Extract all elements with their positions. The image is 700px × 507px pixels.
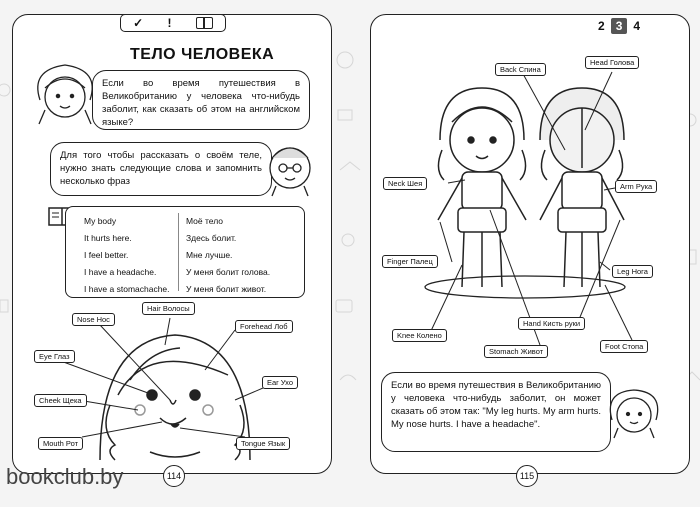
label-knee: Knee Колено (392, 329, 447, 342)
girl-small-avatar-icon (610, 390, 657, 438)
site-watermark: bookclub.by (6, 464, 124, 489)
phrase-en: It hurts here. (84, 233, 132, 243)
label-finger: Finger Палец (382, 255, 438, 268)
tab-4: 4 (633, 19, 641, 33)
girl-front-illustration (438, 88, 526, 287)
label-stomach: Stomach Живот (484, 345, 548, 358)
label-forehead: Forehead Лоб (235, 320, 293, 333)
label-back: Back Спина (495, 63, 546, 76)
exclamation-icon: ! (167, 16, 172, 30)
tab-3-active: 3 (611, 18, 628, 34)
label-neck: Neck Шея (383, 177, 427, 190)
label-mouth: Mouth Рот (38, 437, 83, 450)
label-arm: Arm Рука (615, 180, 657, 193)
label-tongue: Tongue Язык (236, 437, 290, 450)
label-nose: Nose Нос (72, 313, 115, 326)
section-tabs (598, 18, 640, 34)
boy-avatar-icon (270, 148, 310, 196)
phrase-en: My body (84, 216, 117, 226)
phrase-en: I have a headache. (84, 267, 157, 277)
phrase-ru: Здесь болит. (186, 233, 237, 243)
phrase-ru: У меня болит голова. (186, 267, 271, 277)
label-hair: Hair Волосы (142, 302, 195, 315)
phrase-en: I feel better. (84, 250, 129, 260)
phrase-ru: У меня болит живот. (186, 284, 267, 294)
girl-avatar-icon (38, 65, 92, 124)
lesson-marks (120, 14, 226, 32)
example-bubble: Если во время путешествия в Великобританию у человека что-нибудь заболит, он может сказать об этом так: "My leg hurts. My arm hurts. My nose hurts. I have a headache". (381, 372, 611, 452)
face-illustration (100, 335, 250, 460)
label-ear: Ear Ухо (262, 376, 298, 389)
page-title: ТЕЛО ЧЕЛОВЕКА (130, 46, 275, 63)
book-icon (196, 17, 213, 29)
phrase-en: I have a stomachache. (84, 284, 170, 294)
label-hand: Hand Кисть руки (518, 317, 585, 330)
girl-back-illustration (540, 88, 624, 287)
page-number-right: 115 (516, 465, 538, 487)
phrase-ru: Мне лучше. (186, 250, 233, 260)
label-foot: Foot Стопа (600, 340, 648, 353)
label-cheek: Cheek Щека (34, 394, 87, 407)
page-number-left: 114 (163, 465, 185, 487)
label-eye: Eye Глаз (34, 350, 75, 363)
tab-2: 2 (598, 19, 605, 33)
phrase-ru: Моё тело (186, 216, 224, 226)
label-leg: Leg Нога (612, 265, 653, 278)
check-icon: ✓ (133, 16, 144, 30)
intro-bubble: Для того чтобы рассказать о своём теле, нужно знать следующие слова и запомнить несколько фраз (50, 142, 272, 196)
label-head: Head Голова (585, 56, 639, 69)
question-bubble: Если во время путешествия в Великобританию у человека что-нибудь заболит, как сказать об этом на английском языке? (92, 70, 310, 130)
